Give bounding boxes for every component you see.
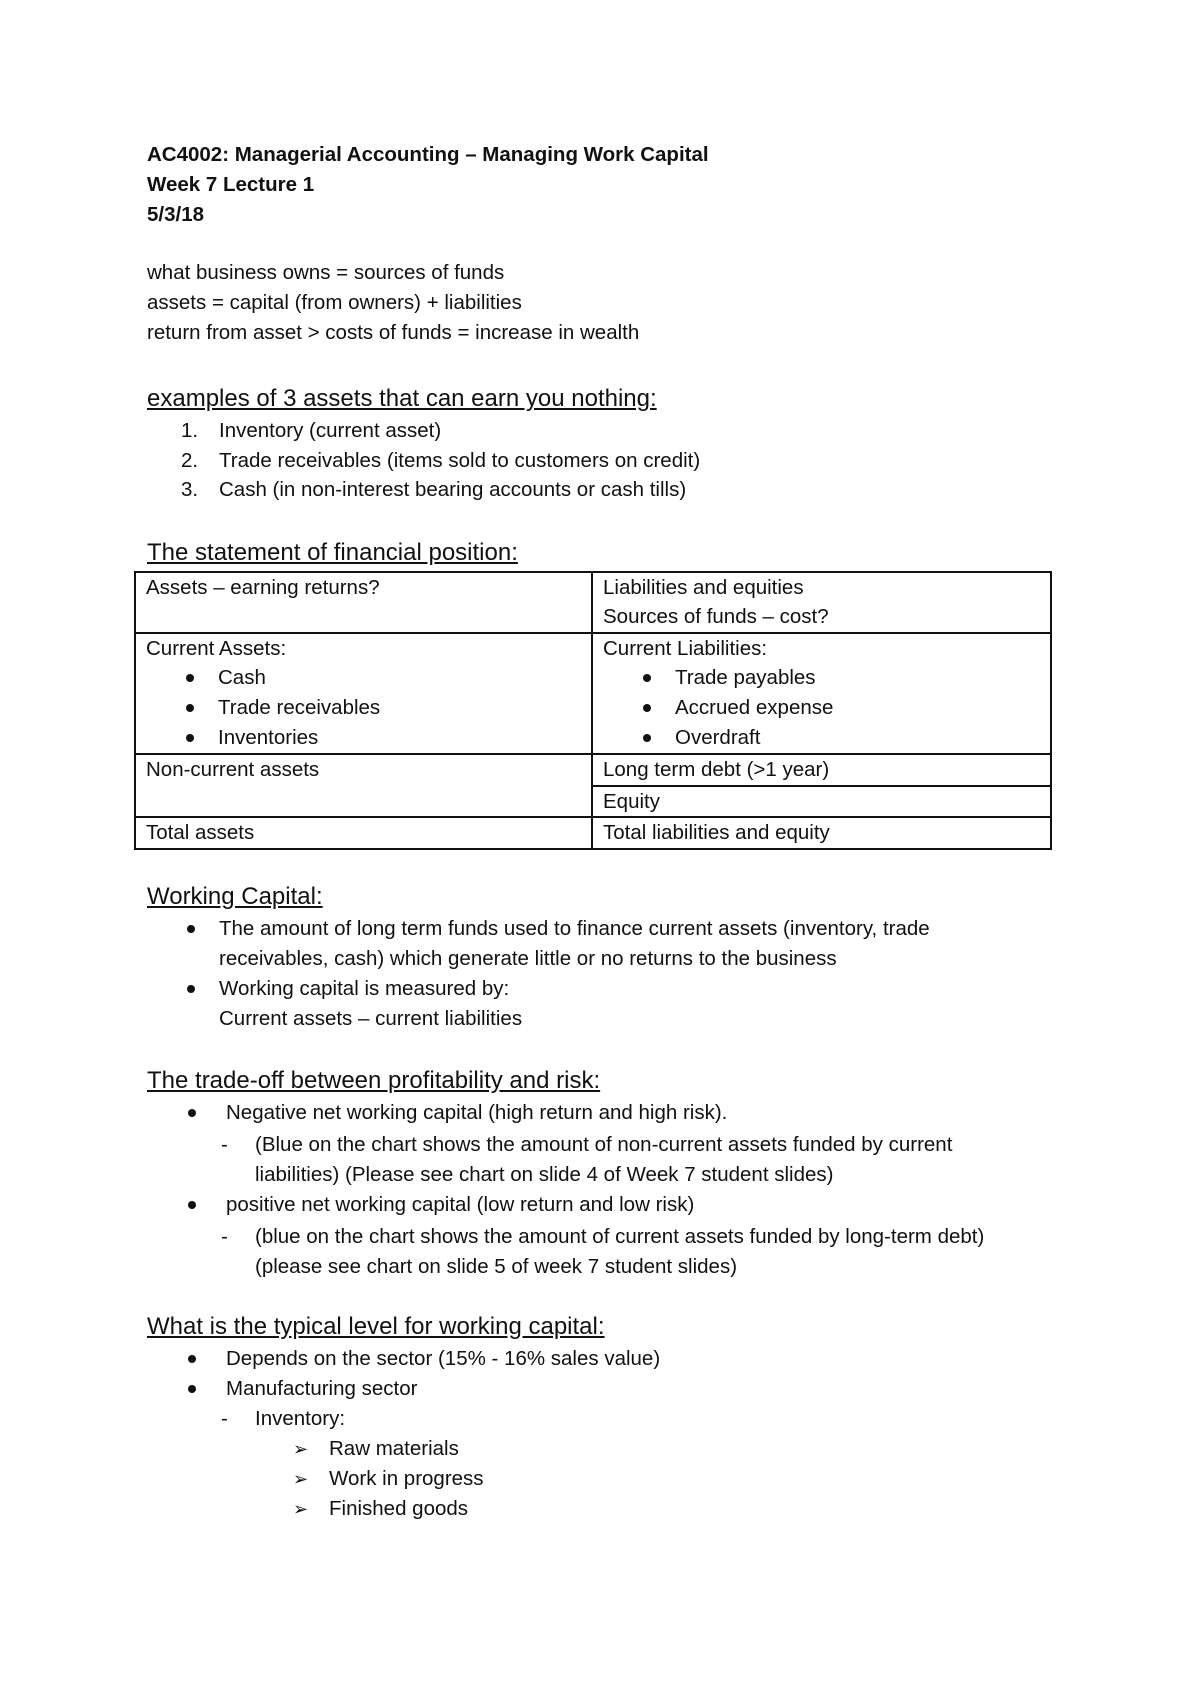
cell-text: Non-current assets <box>146 758 320 781</box>
list-item <box>603 663 1040 693</box>
current-liabilities-list <box>603 663 1040 753</box>
cell-text: Total liabilities and equity <box>603 821 830 844</box>
list-item-text: (please see chart on slide 5 of week 7 student slides) <box>255 1254 738 1278</box>
list-item <box>147 1434 1077 1464</box>
typical-level-heading: What is the typical level for working capital: <box>147 1312 605 1340</box>
list-item <box>147 416 1077 446</box>
list-item-text: The amount of long term funds used to finance current assets (inventory, trade <box>219 916 930 940</box>
table-cell <box>592 633 1051 755</box>
list-item <box>147 1344 1077 1374</box>
list-item-text: Working capital is measured by: <box>219 976 510 1000</box>
arrow-bullet-icon: ➢ <box>293 1498 309 1519</box>
list-item-text: Inventories <box>218 726 319 749</box>
table-cell <box>135 572 592 633</box>
arrow-bullet-icon: ➢ <box>293 1438 309 1459</box>
cell-text: Long term debt (>1 year) <box>603 758 830 781</box>
typical-sublist <box>147 1404 1077 1434</box>
list-number: 1. <box>181 419 199 442</box>
list-item-text: liabilities) (Please see chart on slide 4 of Week 7 student slides) <box>255 1162 834 1186</box>
table-cell <box>135 754 592 817</box>
list-item-text: (blue on the chart shows the amount of current assets funded by long-term debt) <box>255 1224 985 1248</box>
list-item-text: Inventory (current asset) <box>219 419 442 442</box>
bullet-icon <box>188 1109 196 1117</box>
list-item-text: positive net working capital (low return and low risk) <box>226 1192 695 1216</box>
table-row <box>135 572 1051 633</box>
table-row <box>135 633 1051 755</box>
dash-marker: - <box>221 1224 228 1248</box>
list-item <box>147 1130 1077 1190</box>
working-capital-heading: Working Capital: <box>147 882 323 910</box>
bullet-icon <box>188 1355 196 1363</box>
list-item-text: Depends on the sector (15% - 16% sales value) <box>226 1346 661 1370</box>
list-item <box>603 723 1040 753</box>
document-page <box>147 140 1077 1524</box>
list-item <box>147 1464 1077 1494</box>
table-cell <box>592 572 1051 633</box>
list-item-text: (Blue on the chart shows the amount of non-current assets funded by current <box>255 1132 953 1156</box>
cell-text: Sources of funds – cost? <box>603 605 829 628</box>
list-item-text: Overdraft <box>675 726 761 749</box>
cell-text: Current Liabilities: <box>603 636 768 660</box>
list-item <box>603 693 1040 723</box>
bullet-icon <box>643 704 651 712</box>
dash-marker: - <box>221 1406 228 1430</box>
table-row <box>135 754 1051 786</box>
list-item-text: Finished goods <box>329 1496 469 1520</box>
financial-position-table <box>134 571 1052 850</box>
document-title: AC4002: Managerial Accounting – Managing Work Capital <box>147 143 709 166</box>
list-item <box>147 1404 1077 1434</box>
bullet-icon <box>188 1201 196 1209</box>
list-item-text: Trade receivables (items sold to customers on credit) <box>219 448 701 472</box>
list-item-text: Raw materials <box>329 1436 459 1460</box>
table-cell <box>592 754 1051 786</box>
tradeoff-sublist <box>147 1130 1077 1190</box>
cell-text: Assets – earning returns? <box>146 575 380 599</box>
tradeoff-sublist <box>147 1222 1077 1282</box>
cell-text: Current Assets: <box>146 636 287 660</box>
typical-level-list <box>147 1344 1077 1404</box>
list-item <box>147 475 1077 505</box>
bullet-icon <box>187 985 195 993</box>
list-number: 2. <box>181 448 199 472</box>
bullet-icon <box>186 704 194 712</box>
list-item <box>147 1190 1077 1220</box>
lecture-date: 5/3/18 <box>147 203 204 226</box>
list-number: 3. <box>181 478 199 501</box>
list-item <box>147 1098 1077 1128</box>
bullet-icon <box>643 674 651 682</box>
examples-list <box>147 416 1077 505</box>
list-item <box>147 1494 1077 1524</box>
statement-heading: The statement of financial position: <box>147 538 518 566</box>
list-item <box>146 693 581 723</box>
working-capital-list <box>147 914 1077 1034</box>
cell-text: Total assets <box>146 821 255 844</box>
examples-heading: examples of 3 assets that can earn you nothing: <box>147 385 657 412</box>
bullet-icon <box>188 1385 196 1393</box>
tradeoff-list <box>147 1190 1077 1220</box>
list-item-text: Trade receivables <box>218 696 381 719</box>
list-item-text: Negative net working capital (high return and high risk). <box>226 1100 728 1124</box>
current-assets-list <box>146 663 581 753</box>
table-cell <box>135 633 592 755</box>
dash-marker: - <box>221 1132 228 1156</box>
list-item <box>147 1222 1077 1282</box>
intro-line: what business owns = sources of funds <box>147 261 505 284</box>
list-item <box>146 723 581 753</box>
cell-text: Equity <box>603 789 660 813</box>
arrow-bullet-icon: ➢ <box>293 1468 309 1489</box>
table-row <box>135 817 1051 849</box>
lecture-label: Week 7 Lecture 1 <box>147 173 315 196</box>
list-item <box>147 446 1077 476</box>
table-cell <box>135 817 592 849</box>
tradeoff-heading: The trade-off between profitability and risk: <box>147 1066 601 1094</box>
list-item-text: receivables, cash) which generate little or no returns to the business <box>219 946 837 970</box>
list-item-text: Current assets – current liabilities <box>219 1006 523 1030</box>
bullet-icon <box>186 674 194 682</box>
inventory-types-list <box>147 1434 1077 1524</box>
list-item <box>147 914 1077 974</box>
bullet-icon <box>187 925 195 933</box>
list-item-text: Accrued expense <box>675 696 834 719</box>
intro-line: assets = capital (from owners) + liabilities <box>147 291 522 314</box>
list-item <box>147 974 1077 1034</box>
list-item-text: Work in progress <box>329 1466 484 1490</box>
list-item <box>147 1374 1077 1404</box>
bullet-icon <box>186 734 194 742</box>
list-item-text: Inventory: <box>255 1406 346 1430</box>
list-item-text: Trade payables <box>675 666 816 689</box>
list-item-text: Cash (in non-interest bearing accounts or cash tills) <box>219 478 687 501</box>
list-item <box>146 663 581 693</box>
list-item-text: Cash <box>218 666 266 689</box>
table-cell <box>592 817 1051 849</box>
tradeoff-list <box>147 1098 1077 1128</box>
intro-line: return from asset > costs of funds = increase in wealth <box>147 321 640 344</box>
cell-text: Liabilities and equities <box>603 575 804 599</box>
list-item-text: Manufacturing sector <box>226 1376 418 1400</box>
table-cell <box>592 786 1051 818</box>
bullet-icon <box>643 734 651 742</box>
